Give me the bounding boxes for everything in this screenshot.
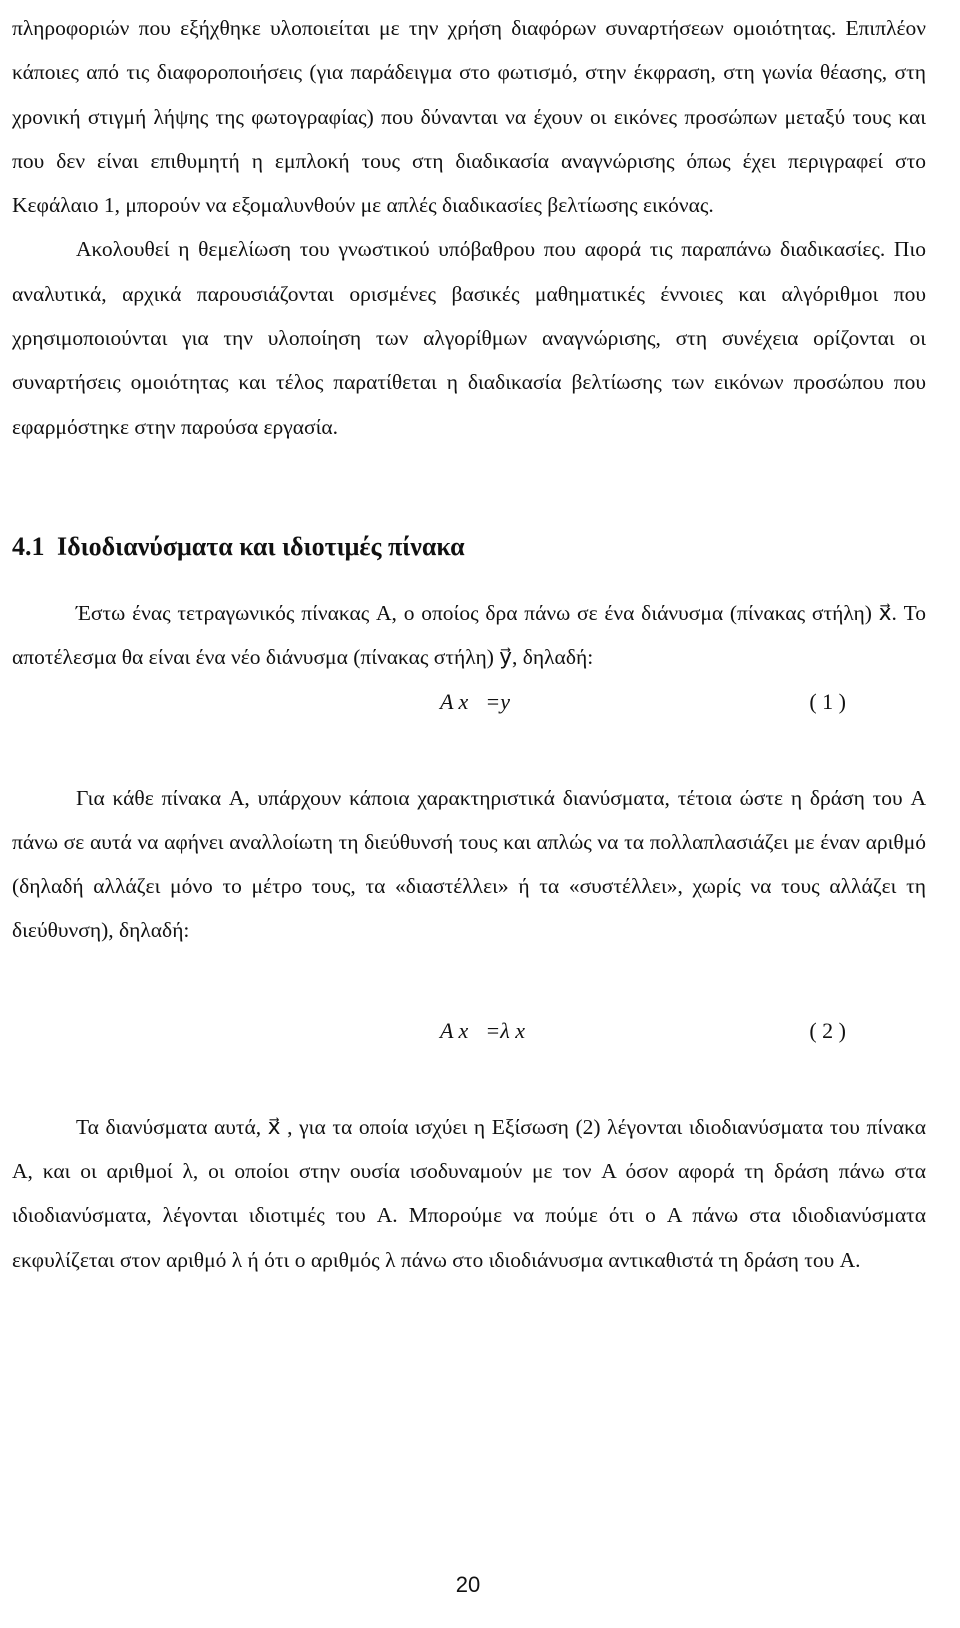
paragraph-overview: Ακολουθεί η θεμελίωση του γνωστικού υπόβαθρου που αφορά τις παραπάνω διαδικασίες. Πιο αναλυτικά, αρχικά παρουσιάζονται ορισμένες βασικές μαθηματικές έννοιες και αλγόριθμοι που χρησιμοποιούνται για την υλοποίηση των αλγορίθμων αναγνώρισης, στη συνέχεια ορίζονται οι συναρτήσεις ομοιότητας και τέλος παρατίθεται η διαδικασία βελτίωσης των εικόνων προσώπου που εφαρμόστηκε στην παρούσα εργασία. — [12, 237, 926, 439]
equation-1-expression: A x⃗=y⃗ — [440, 688, 528, 714]
paragraph-intro-continuation: πληροφοριών που εξήχθηκε υλοποιείται με την χρήση διαφόρων συναρτήσεων ομοιότητας. Επιπλέον κάποιες από τις διαφοροποιήσεις (για παράδειγμα στο φωτισμό, στην έκφραση, στη γωνία θέασης, στη χρονική στιγμή λήψης της φωτογραφίας) που δύνανται να έχουν οι εικόνες προσώπων μεταξύ τους και που δεν είναι επιθυμητή η εμπλοκή τους στη διαδικασία αναγνώρισης όπως έχει περιγραφεί στο Κεφάλαιο 1, μπορούν να εξομαλυνθούν με απλές διαδικασίες βελτίωσης εικόνας. — [12, 16, 926, 218]
equation-1 — [12, 680, 926, 724]
document-page — [12, 0, 926, 1282]
paragraph-eigenvector-intro: Για κάθε πίνακα A, υπάρχουν κάποια χαρακτηριστικά διανύσματα, τέτοια ώστε η δράση του A πάνω σε αυτά να αφήνει αναλλοίωτη τη διεύθυνσή τους και απλώς να τα πολλαπλασιάζει με έναν αριθμό (δηλαδή αλλάζει μόνο το μέτρο τους, τα «διαστέλλει» ή τα «συστέλλει», χωρίς να τους αλλάζει τη διεύθυνση), δηλαδή: — [12, 785, 926, 943]
equation-2-expression: A x⃗=λ x⃗ — [440, 1017, 543, 1043]
equation-2 — [12, 1009, 926, 1053]
section-title: Ιδιοδιανύσματα και ιδιοτιμές πίνακα — [57, 531, 465, 561]
page-number: 20 — [455, 1572, 481, 1597]
paragraph-matrix-definition: Έστω ένας τετραγωνικός πίνακας A, ο οποίος δρα πάνω σε ένα διάνυσμα (πίνακας στήλη) x⃗. Το αποτέλεσμα θα είναι ένα νέο διάνυσμα (πίνακας στήλη) y⃗, δηλαδή: — [12, 600, 926, 670]
equation-2-label: ( 2 ) — [809, 1017, 846, 1043]
section-heading — [12, 525, 926, 569]
section-number: 4.1 — [12, 531, 45, 561]
paragraph-eigen-definitions: Τα διανύσματα αυτά, x⃗ , για τα οποία ισχύει η Εξίσωση (2) λέγονται ιδιοδιανύσματα του πίνακα A, και οι αριθμοί λ, οι οποίοι στην ουσία ισοδυναμούν με τον A όσον αφορά τη δράση πάνω στα ιδιοδιανύσματα, λέγονται ιδιοτιμές του A. Μπορούμε να πούμε ότι ο A πάνω στα ιδιοδιανύσματα εκφυλίζεται στον αριθμό λ ή ότι ο αριθμός λ πάνω στο ιδιοδιάνυσμα αντικαθιστά τη δράση του A. — [12, 1114, 926, 1272]
equation-1-label: ( 1 ) — [809, 688, 846, 714]
